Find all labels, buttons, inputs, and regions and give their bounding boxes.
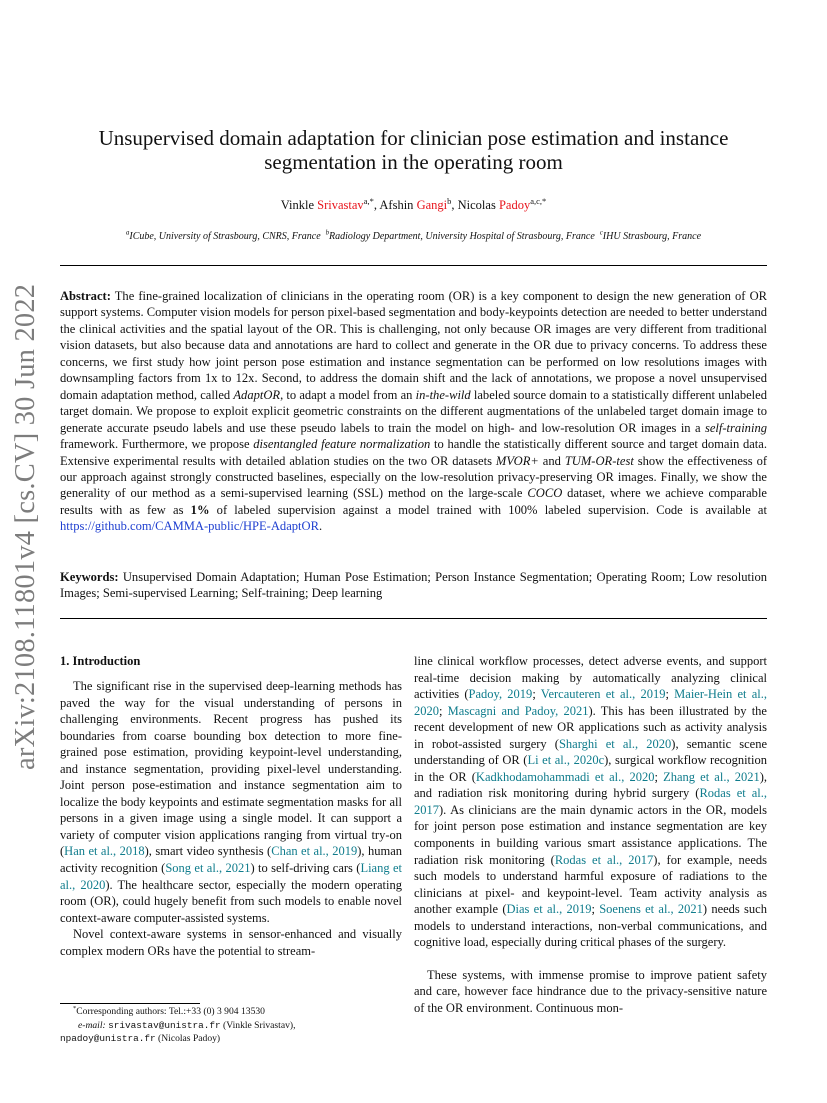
bold-text: 1% (190, 502, 210, 517)
author-list: Vinkle Srivastav$^{a,*}$, Afshin Gangi$^b$, Nicolas Padoy$^{a,c,*}$ (280, 195, 547, 212)
author-link[interactable]: Padoy (498, 198, 531, 212)
text-run: The fine-grained localization of clinicians in the operating room (OR) is a key component to design the new generation of OR support systems. Computer vision models for person pixel-based segmentation and body-keypoints detection are needed to better understand the clinical activities and the spatial layout of the OR. This is challenging, not only because OR images are very different from traditional vision datasets, but also because data and annotations are hard to collect and generate in the OR due to privacy concerns. To address these concerns, we first study how joint person pose estimation and instance segmentation can be performed on low resolutions images with downsampling factors from 1x to 12x. Second, to address the domain shift and the lack of annotations, we propose a novel unsupervised domain adaptation method, called (60, 289, 767, 402)
footnote-contact: Corresponding authors: Tel.:+33 (0) 3 904 13530 (76, 1006, 265, 1017)
citation-link[interactable]: Liang et al., 2020 (60, 861, 402, 892)
email-address[interactable]: srivastav@unistra.fr (108, 1019, 221, 1031)
body-paragraph (414, 967, 767, 1017)
email-owner: (Nicolas Padoy) (155, 1033, 221, 1044)
text-run: ; (439, 703, 448, 718)
text-run: ), smart video synthesis ( (144, 844, 272, 859)
citation-link[interactable]: Soenens et al., 2021 (599, 902, 703, 917)
citation-link[interactable]: Maier-Hein et al., 2020 (414, 687, 767, 718)
section-heading: 1. Introduction (60, 654, 141, 668)
author-link[interactable]: Gangi (416, 198, 448, 212)
text-run: to handle the statistically different source and target domain data. Extensive experimental results with detailed ablation studies on the two OR datasets (60, 437, 767, 468)
text-run: show the effectiveness of our approach against strongly constructed baselines, especially on the low-resolution privacy-preserving OR images. Finally, we show the generality of our method as a semi-supervised learning (SSL) method on the large-scale (60, 453, 768, 501)
text-run: ), semantic scene understanding of OR ( (414, 736, 767, 768)
text-run: ; (654, 769, 664, 784)
emphasis: in-the-wild (415, 387, 471, 402)
citation-link[interactable]: Padoy, 2019 (468, 687, 533, 702)
keywords-label: Keywords: (60, 570, 119, 584)
text-run: These systems, with immense promise to improve patient safety and care, however face hindrance due to the privacy-sensitive nature of the OR environment. Continuous mon- (414, 967, 767, 1015)
author-affiliation-mark: a,c,* (530, 195, 547, 206)
keywords-text: Unsupervised Domain Adaptation; Human Pose Estimation; Person Instance Segmentation; Operating Room; Low resolution Images; Semi-supervised Learning; Self-training; Deep learning (60, 570, 767, 601)
emphasis: MVOR+ (495, 453, 539, 468)
text-run: ). The healthcare sector, especially the modern operating room (OR), could hugely benefit from such models to enable novel context-aware computer-assisted systems. (60, 877, 402, 925)
citation-link[interactable]: Rodas et al., 2017 (414, 786, 767, 817)
affiliation-mark: a (125, 229, 130, 237)
text-run: ) needs such models to understand interactions, non-verbal communications, and cognitive load, especially during critical phases of the surgery. (414, 902, 767, 950)
emphasis: self-training (704, 420, 767, 435)
citation-link[interactable]: Li et al., 2020c (527, 753, 605, 768)
email-label: e-mail: (78, 1019, 106, 1031)
footnote (60, 1003, 402, 1046)
emphasis: TUM-OR-test (564, 453, 634, 468)
text-run: Novel context-aware systems in sensor-enhanced and visually complex modern ORs have the potential to stream- (60, 927, 402, 958)
citation-link[interactable]: Mascagni and Padoy, 2021 (447, 703, 589, 718)
text-run: ; (532, 687, 541, 702)
author-link[interactable]: Srivastav (317, 198, 364, 212)
text-run: ; (665, 687, 675, 702)
citation-link[interactable]: Kadkhodamohammadi et al., 2020 (475, 769, 655, 784)
body-paragraph (60, 678, 402, 926)
affiliations (40, 231, 787, 242)
text-run: ), and radiation risk monitoring during hybrid surgery ( (414, 769, 767, 801)
citation-link[interactable]: Dias et al., 2019 (506, 902, 592, 917)
text-run: ), surgical workflow recognition in the OR ( (414, 753, 767, 784)
body-paragraph (60, 926, 402, 959)
citation-link[interactable]: Song et al., 2021 (165, 861, 251, 876)
abstract-text (60, 289, 767, 533)
left-column (60, 653, 402, 959)
text-run: The significant rise in the supervised deep-learning methods has paved the way for the visual understanding of persons in challenging environments. Recent progress has pushed its boundaries from coarse bounding box detection to more fine-grained pose estimation, providing keypoint-level understanding, and instance segmentation, providing pixel-level understanding. Joint person pose-estimation and instance segmentation aim to localize the body keypoints and estimate segmentation masks for all persons in a given image using a single model. It can support a variety of computer vision applications ranging from virtual try-on ( (60, 679, 402, 859)
text-run: ) to self-driving cars ( (250, 861, 361, 876)
emphasis: COCO (527, 486, 563, 501)
text-run: ), for example, needs such models to understand harmful exposure of radiations to the clinicians at pixel- and keypoint-level. Team activity analysis as another example ( (414, 852, 767, 917)
emphasis: AdaptOR (233, 387, 281, 402)
text-run: of labeled supervision against a model trained with 100% labeled supervision. Code is available at (209, 502, 767, 517)
divider (60, 618, 767, 619)
emphasis: disentangled feature normalization (253, 437, 431, 452)
text-run: ). This has been illustrated by the recent development of new OR applications such as activity analysis in robot-assisted surgery ( (414, 703, 767, 751)
author-first-name: Vinkle (280, 198, 315, 212)
abstract (60, 288, 767, 535)
divider (60, 265, 767, 266)
paper-title: Unsupervised domain adaptation for clinician pose estimation and instance segmentation in the operating room (98, 126, 729, 174)
affiliation: ICube, University of Strasbourg, CNRS, France (129, 231, 321, 242)
citation-link[interactable]: Zhang et al., 2021 (663, 769, 760, 784)
text-run: line clinical workflow processes, detect adverse events, and support real-time decision making by automatically analyzing clinical activities ( (414, 654, 767, 702)
text-run: dataset, where we achieve comparable results with as few as (60, 486, 768, 517)
right-column (414, 653, 767, 1016)
email-owner: (Vinkle Srivastav), (220, 1019, 296, 1031)
citation-link[interactable]: Rodas et al., 2017 (554, 852, 654, 867)
citation-link[interactable]: Han et al., 2018 (64, 844, 145, 859)
author-first-name: Nicolas (457, 198, 496, 212)
keywords (60, 569, 767, 602)
text-run: labeled source domain to a statistically different unlabeled target domain. We propose to exploit explicit geometric constraints on the different augmentations of the unlabeled target domain image to generate accurate pseudo labels and use these pseudo labels to train the model on high- and low-resolution OR images in a (60, 387, 768, 435)
citation-link[interactable]: Vercauteren et al., 2019 (540, 687, 666, 702)
text-run: framework. Furthermore, we propose (60, 437, 254, 452)
citation-link[interactable]: Sharghi et al., 2020 (558, 736, 672, 751)
text-run: , to adapt a model from an (280, 387, 416, 402)
code-url-link[interactable]: https://github.com/CAMMA-public/HPE-AdaptOR (60, 519, 319, 534)
arxiv-identifier[interactable]: arXiv:2108.11801v4 [cs.CV] 30 Jun 2022 (10, 283, 41, 770)
text-run: ). As clinicians are the main dynamic actors in the OR, models for joint person pose estimation and instance segmentation are key components in building various smart assistance applications. The radiation risk monitoring ( (414, 802, 767, 867)
email-address[interactable]: npadoy@unistra.fr (60, 1033, 156, 1044)
affiliation: IHU Strasbourg, France (602, 231, 702, 242)
affiliation: Radiology Department, University Hospital of Strasbourg, France (329, 231, 595, 242)
affiliation-mark: b (325, 229, 330, 237)
affiliation-mark: c (599, 229, 603, 237)
author-affiliation-mark: a,* (363, 195, 374, 206)
text-run: ), human activity recognition ( (60, 844, 403, 876)
text-run: ; (591, 902, 600, 917)
abstract-label: Abstract: (60, 289, 111, 303)
author-affiliation-mark: b (447, 195, 452, 206)
footnote-mark: * (73, 1004, 77, 1012)
citation-link[interactable]: Chan et al., 2019 (271, 844, 358, 859)
body-paragraph (414, 653, 767, 951)
author-first-name: Afshin (379, 198, 414, 212)
text-run: and (538, 453, 565, 468)
text-run: . (318, 519, 323, 534)
